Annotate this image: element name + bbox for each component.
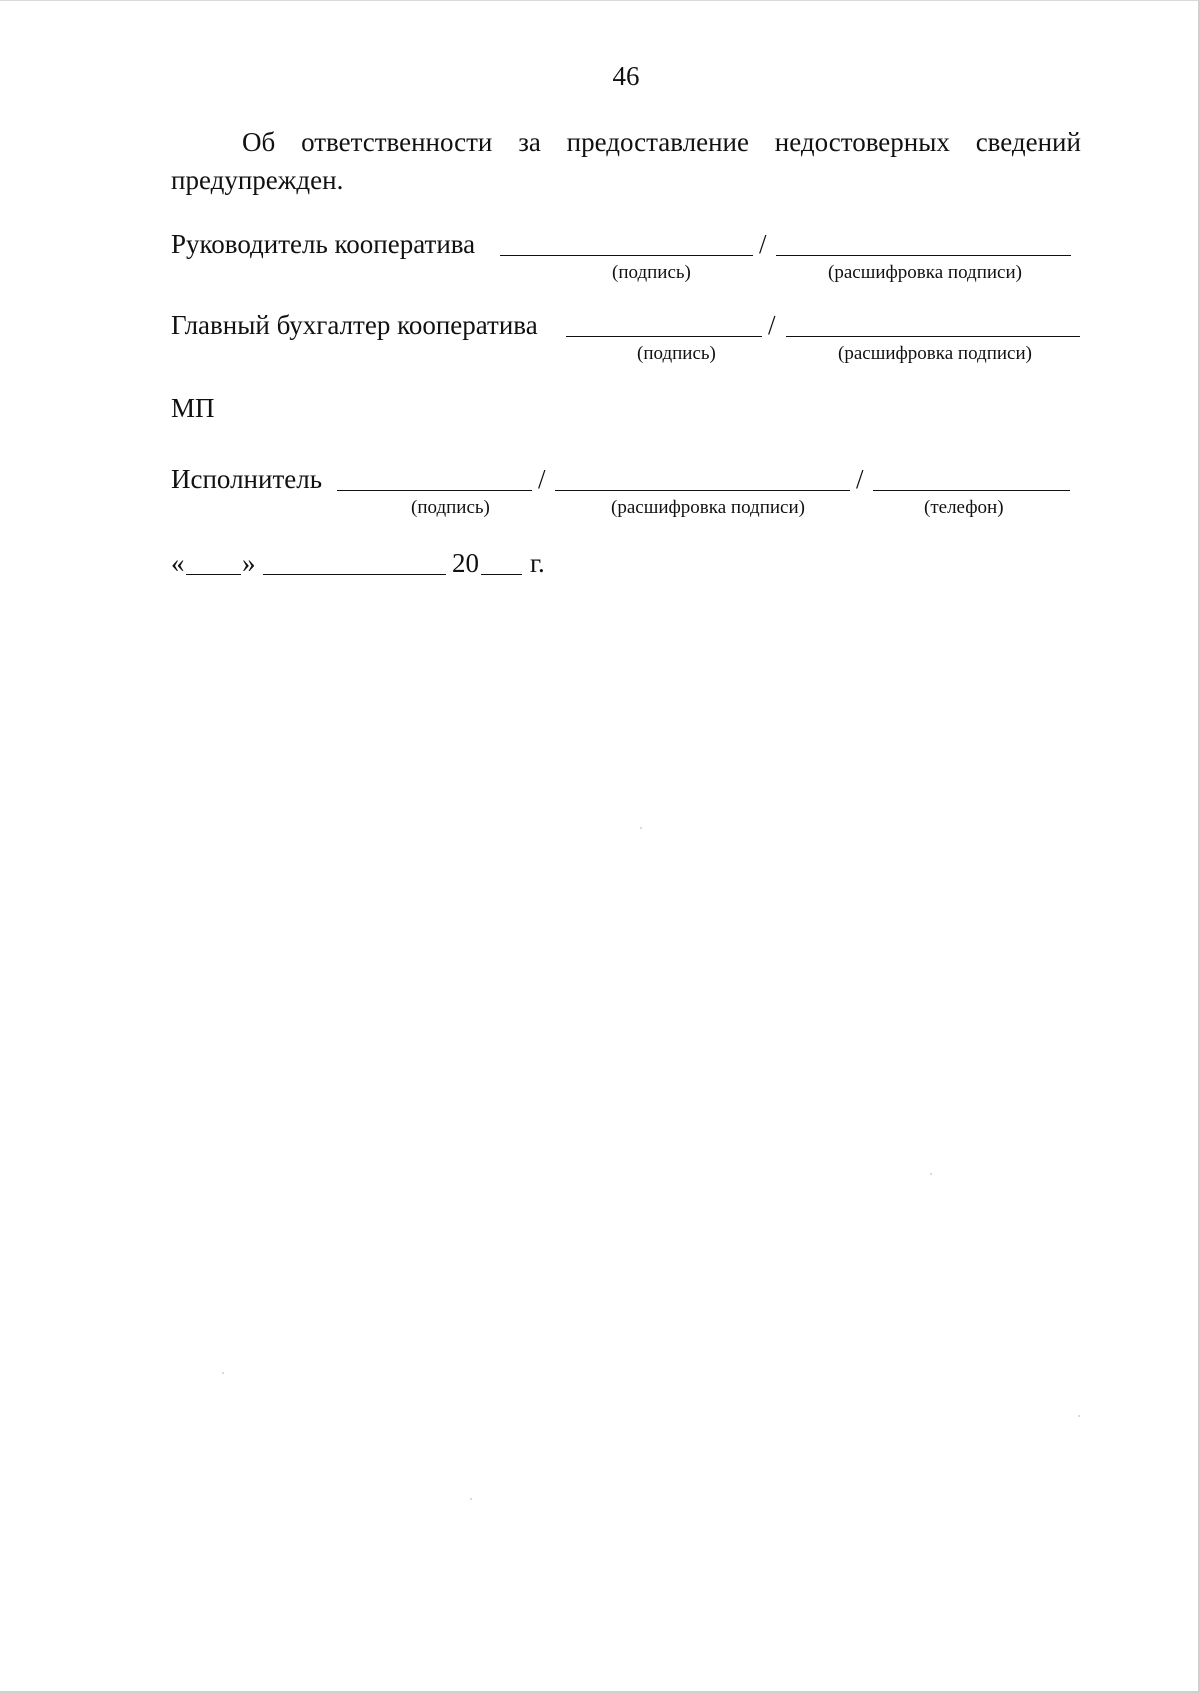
liability-warning-line-1	[171, 123, 1081, 161]
accountant-decoding-field[interactable]	[786, 336, 1080, 337]
head-signature-caption: (подпись)	[612, 262, 691, 283]
month-field[interactable]	[263, 574, 446, 575]
year-prefix: 20	[452, 548, 479, 578]
scan-speck	[640, 827, 642, 829]
warning-word: сведений	[975, 127, 1081, 157]
scan-speck	[1078, 1415, 1080, 1417]
warning-word: предоставление	[566, 127, 749, 157]
page-number: 46	[612, 61, 640, 91]
executor-slash-2: /	[856, 464, 864, 494]
accountant-label: Главный бухгалтер кооператива	[171, 310, 538, 340]
scan-speck	[470, 1498, 472, 1500]
date-close-quote: »	[242, 548, 256, 578]
year-field[interactable]	[481, 574, 522, 575]
head-slash: /	[759, 229, 767, 259]
executor-decoding-field[interactable]	[555, 490, 850, 491]
head-decoding-field[interactable]	[776, 255, 1071, 256]
accountant-signature-field[interactable]	[566, 336, 762, 337]
liability-warning-line-2: предупрежден.	[171, 165, 344, 195]
executor-signature-field[interactable]	[337, 490, 532, 491]
accountant-slash: /	[768, 310, 776, 340]
date-open-quote: «	[171, 548, 185, 578]
stamp-mark: МП	[171, 393, 215, 423]
liability-warning	[171, 123, 1081, 199]
warning-word: за	[518, 127, 541, 157]
warning-word: Об	[242, 127, 276, 157]
executor-decoding-caption: (расшифровка подписи)	[611, 497, 805, 518]
executor-signature-caption: (подпись)	[411, 497, 490, 518]
year-suffix: г.	[530, 548, 545, 578]
accountant-decoding-caption: (расшифровка подписи)	[838, 343, 1032, 364]
executor-phone-field[interactable]	[873, 490, 1070, 491]
scan-speck	[930, 1173, 932, 1175]
executor-slash-1: /	[538, 464, 546, 494]
scan-speck	[222, 1372, 224, 1374]
accountant-signature-caption: (подпись)	[637, 343, 716, 364]
head-label: Руководитель кооператива	[171, 229, 476, 259]
executor-phone-caption: (телефон)	[924, 497, 1004, 518]
head-signature-field[interactable]	[500, 255, 753, 256]
day-field[interactable]	[186, 574, 241, 575]
executor-label: Исполнитель	[171, 464, 323, 494]
head-decoding-caption: (расшифровка подписи)	[828, 262, 1022, 283]
warning-word: ответственности	[301, 127, 493, 157]
warning-word: недостоверных	[774, 127, 950, 157]
